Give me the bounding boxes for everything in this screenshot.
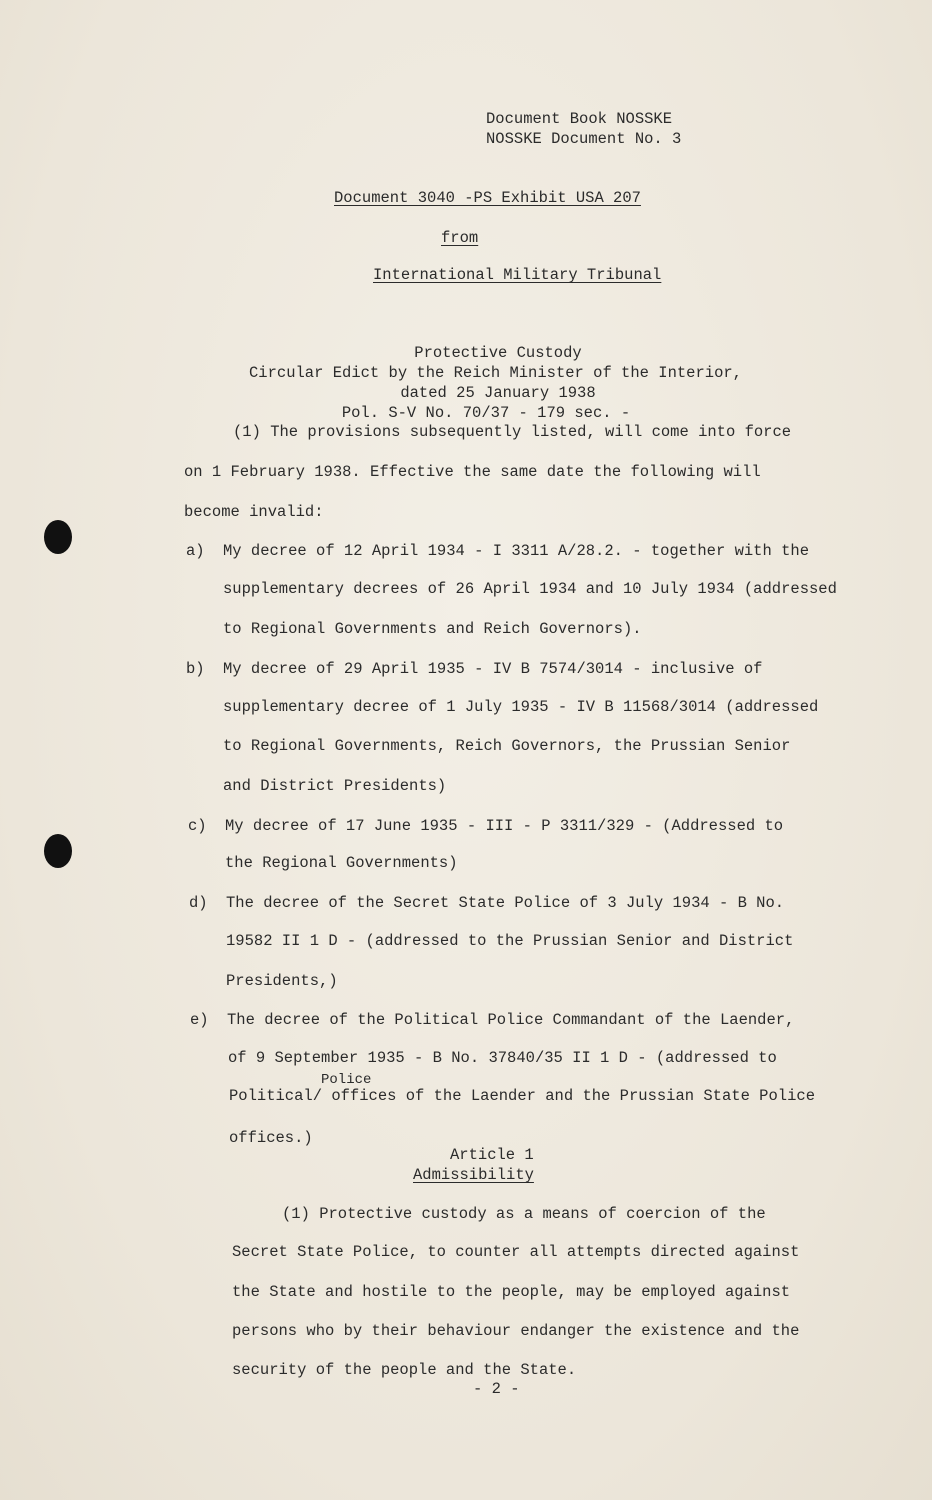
article-line-5: security of the people and the State. xyxy=(232,1361,577,1379)
edict-line-3: Pol. S-V No. 70/37 - 179 sec. - xyxy=(341,404,631,422)
punch-hole-top xyxy=(44,520,72,554)
item-a-line-3: to Regional Governments and Reich Governors). xyxy=(223,620,642,638)
tribunal-name: International Military Tribunal xyxy=(373,266,662,284)
item-d-line-1: The decree of the Secret State Police of 3 July 1934 - B No. xyxy=(226,894,785,912)
item-e-label: e) xyxy=(190,1011,209,1029)
item-d-line-3: Presidents,) xyxy=(226,972,338,990)
item-e-insertion: Police xyxy=(321,1072,372,1088)
item-b-line-3: to Regional Governments, Reich Governors, the Prussian Senior xyxy=(223,737,791,755)
exhibit-reference: Document 3040 -PS Exhibit USA 207 xyxy=(334,189,641,207)
item-a-line-2: supplementary decrees of 26 April 1934 and 10 July 1934 (addressed xyxy=(223,580,837,598)
item-e-line-1: The decree of the Political Police Commandant of the Laender, xyxy=(227,1011,795,1029)
item-b-line-4: and District Presidents) xyxy=(223,777,447,795)
intro-line-1: (1) The provisions subsequently listed, will come into force xyxy=(233,423,792,441)
article-line-4: persons who by their behaviour endanger the existence and the xyxy=(232,1322,800,1340)
article-line-2: Secret State Police, to counter all attempts directed against xyxy=(232,1243,800,1261)
item-d-line-2: 19582 II 1 D - (addressed to the Prussian Senior and District xyxy=(226,932,794,950)
item-c-line-1: My decree of 17 June 1935 - III - P 3311/329 - (Addressed to xyxy=(225,817,784,835)
item-c-line-2: the Regional Governments) xyxy=(225,854,458,872)
article-line-3: the State and hostile to the people, may be employed against xyxy=(232,1283,791,1301)
punch-hole-bottom xyxy=(44,834,72,868)
item-a-line-1: My decree of 12 April 1934 - I 3311 A/28.2. - together with the xyxy=(223,542,809,560)
item-a-label: a) xyxy=(186,542,205,560)
edict-line-2: dated 25 January 1938 xyxy=(400,384,596,402)
item-b-label: b) xyxy=(186,660,205,678)
item-e-line-2: of 9 September 1935 - B No. 37840/35 II 1 D - (addressed to xyxy=(228,1049,777,1067)
item-e-line-3: Political/ offices of the Laender and the Prussian State Police xyxy=(229,1087,815,1105)
edict-title: Protective Custody xyxy=(414,344,582,362)
document-book-line: Document Book NOSSKE xyxy=(486,110,673,128)
item-b-line-1: My decree of 29 April 1935 - IV B 7574/3014 - inclusive of xyxy=(223,660,763,678)
page-number: - 2 - xyxy=(473,1380,520,1398)
article-heading: Admissibility xyxy=(413,1166,534,1184)
edict-line-1: Circular Edict by the Reich Minister of the Interior, xyxy=(249,364,742,382)
document-number-line: NOSSKE Document No. 3 xyxy=(486,130,682,148)
from-label: from xyxy=(441,229,479,247)
item-c-label: c) xyxy=(188,817,207,835)
intro-line-2: on 1 February 1938. Effective the same date the following will xyxy=(184,463,761,481)
intro-line-3: become invalid: xyxy=(184,503,324,521)
item-d-label: d) xyxy=(189,894,208,912)
item-b-line-2: supplementary decree of 1 July 1935 - IV B 11568/3014 (addressed xyxy=(223,698,819,716)
item-e-line-4: offices.) xyxy=(229,1129,313,1147)
article-number: Article 1 xyxy=(450,1146,534,1164)
article-line-1: (1) Protective custody as a means of coercion of the xyxy=(282,1205,766,1223)
